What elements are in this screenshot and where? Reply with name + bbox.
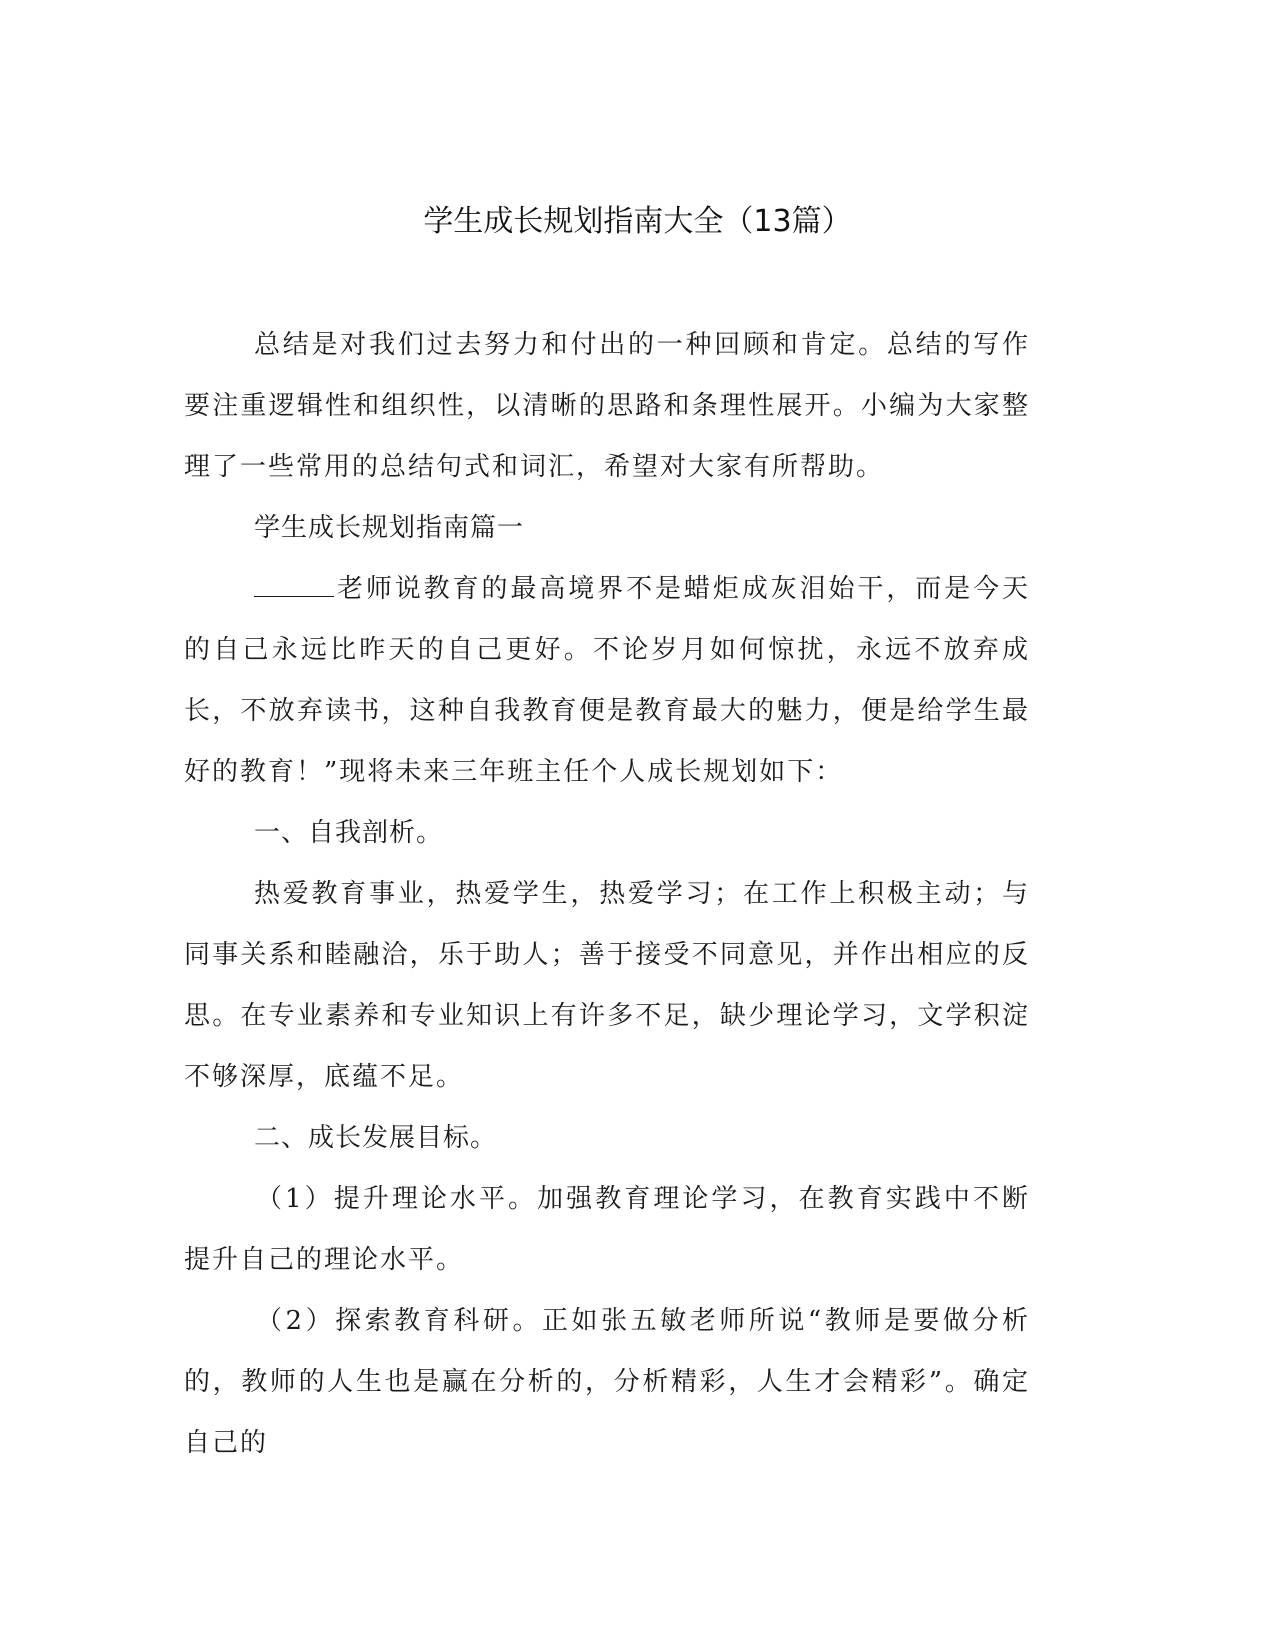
intro-paragraph: 总结是对我们过去努力和付出的一种回顾和肯定。总结的写作要注重逻辑性和组织性，以清晰的思路和条理性展开。小编为大家整理了一些常用的总结句式和词汇，希望对大家有所帮助。	[184, 330, 1030, 482]
heading-self-analysis: 一、自我剖析。	[254, 818, 444, 848]
goal-item-1: （1）提升理论水平。加强教育理论学习，在教育实践中不断提升自己的理论水平。	[184, 1184, 1030, 1275]
document-body	[184, 315, 1030, 1474]
document-title: 学生成长规划指南大全（13篇）	[423, 204, 852, 239]
quote-paragraph-text: 老师说教育的最高境界不是蜡炬成灰泪始干，而是今天的自己永远比昨天的自己更好。不论岁月如何惊扰，永远不放弃成长，不放弃读书，这种自我教育便是教育最大的魅力，便是给学生最好的教育！”现将未来三年班主任个人成长规划如下：	[184, 574, 1030, 787]
analysis-paragraph: 热爱教育事业，热爱学生，热爱学习；在工作上积极主动；与同事关系和睦融洽，乐于助人；善于接受不同意见，并作出相应的反思。在专业素养和专业知识上有许多不足，缺少理论学习，文学积淀不够深厚，底蕴不足。	[184, 879, 1030, 1092]
section-title: 学生成长规划指南篇一	[254, 513, 525, 543]
heading-growth-goals: 二、成长发展目标。	[254, 1123, 498, 1153]
quote-paragraph	[184, 559, 1030, 803]
blank-underline	[254, 574, 334, 597]
goal-item-2: （2）探索教育科研。正如张五敏老师所说“教师是要做分析的，教师的人生也是赢在分析的，分析精彩，人生才会精彩”。确定自己的	[184, 1306, 1030, 1458]
